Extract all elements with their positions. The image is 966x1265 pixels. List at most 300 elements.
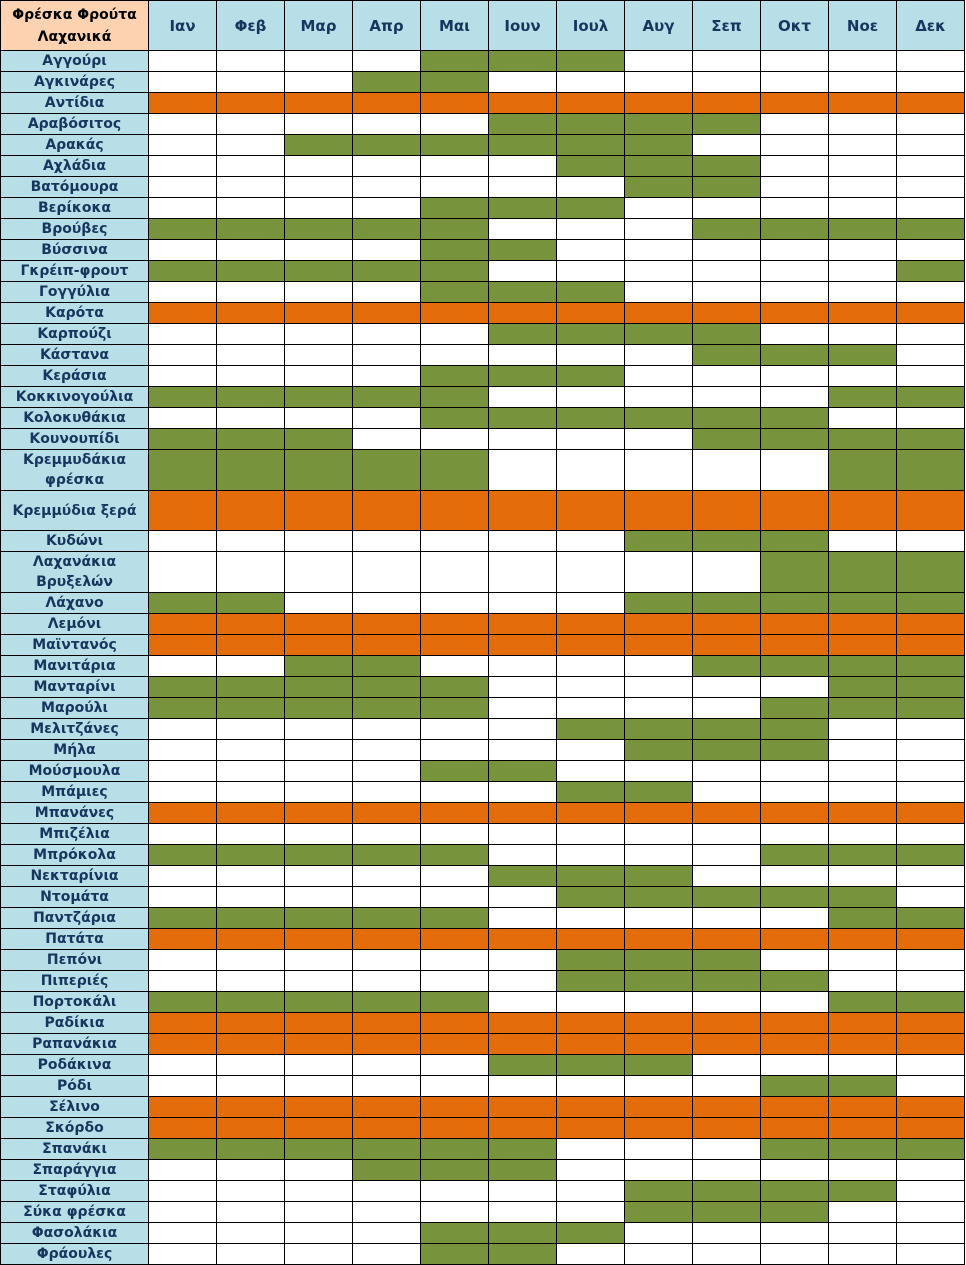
all-year-cell bbox=[353, 1013, 421, 1034]
off-season-cell bbox=[285, 824, 353, 845]
in-season-cell bbox=[829, 387, 897, 408]
off-season-cell bbox=[149, 740, 217, 761]
in-season-cell bbox=[829, 845, 897, 866]
off-season-cell bbox=[693, 992, 761, 1013]
produce-name: Βύσσινα bbox=[1, 240, 149, 261]
produce-name: Βερίκοκα bbox=[1, 198, 149, 219]
off-season-cell bbox=[829, 1160, 897, 1181]
off-season-cell bbox=[761, 450, 829, 491]
in-season-cell bbox=[421, 677, 489, 698]
off-season-cell bbox=[217, 177, 285, 198]
off-season-cell bbox=[761, 156, 829, 177]
produce-name: Αρακάς bbox=[1, 135, 149, 156]
in-season-cell bbox=[897, 908, 965, 929]
all-year-cell bbox=[693, 491, 761, 531]
all-year-cell bbox=[693, 1097, 761, 1118]
off-season-cell bbox=[421, 156, 489, 177]
month-header: Ιουν bbox=[489, 1, 557, 51]
off-season-cell bbox=[829, 824, 897, 845]
in-season-cell bbox=[217, 593, 285, 614]
in-season-cell bbox=[489, 1139, 557, 1160]
off-season-cell bbox=[217, 740, 285, 761]
table-row bbox=[1, 240, 965, 261]
in-season-cell bbox=[557, 198, 625, 219]
off-season-cell bbox=[285, 1160, 353, 1181]
in-season-cell bbox=[625, 866, 693, 887]
all-year-cell bbox=[149, 803, 217, 824]
table-row bbox=[1, 845, 965, 866]
off-season-cell bbox=[557, 531, 625, 552]
in-season-cell bbox=[693, 887, 761, 908]
all-year-cell bbox=[557, 1013, 625, 1034]
off-season-cell bbox=[421, 1055, 489, 1076]
off-season-cell bbox=[489, 719, 557, 740]
in-season-cell bbox=[149, 992, 217, 1013]
all-year-cell bbox=[353, 1034, 421, 1055]
off-season-cell bbox=[421, 114, 489, 135]
in-season-cell bbox=[285, 429, 353, 450]
off-season-cell bbox=[421, 1076, 489, 1097]
table-row bbox=[1, 72, 965, 93]
in-season-cell bbox=[557, 135, 625, 156]
all-year-cell bbox=[353, 1118, 421, 1139]
all-year-cell bbox=[489, 1097, 557, 1118]
produce-name: Σύκα φρέσκα bbox=[1, 1202, 149, 1223]
off-season-cell bbox=[489, 782, 557, 803]
all-year-cell bbox=[217, 1118, 285, 1139]
off-season-cell bbox=[625, 72, 693, 93]
off-season-cell bbox=[625, 51, 693, 72]
produce-name: Μπανάνες bbox=[1, 803, 149, 824]
in-season-cell bbox=[353, 72, 421, 93]
off-season-cell bbox=[285, 72, 353, 93]
off-season-cell bbox=[897, 1160, 965, 1181]
off-season-cell bbox=[625, 761, 693, 782]
in-season-cell bbox=[625, 114, 693, 135]
all-year-cell bbox=[761, 614, 829, 635]
in-season-cell bbox=[421, 908, 489, 929]
produce-name: Αραβόσιτος bbox=[1, 114, 149, 135]
off-season-cell bbox=[217, 719, 285, 740]
in-season-cell bbox=[285, 135, 353, 156]
off-season-cell bbox=[557, 219, 625, 240]
off-season-cell bbox=[149, 761, 217, 782]
off-season-cell bbox=[829, 261, 897, 282]
off-season-cell bbox=[557, 593, 625, 614]
in-season-cell bbox=[829, 552, 897, 593]
all-year-cell bbox=[217, 803, 285, 824]
all-year-cell bbox=[353, 491, 421, 531]
table-row bbox=[1, 1202, 965, 1223]
in-season-cell bbox=[693, 531, 761, 552]
in-season-cell bbox=[489, 135, 557, 156]
off-season-cell bbox=[285, 198, 353, 219]
off-season-cell bbox=[897, 740, 965, 761]
off-season-cell bbox=[149, 51, 217, 72]
in-season-cell bbox=[489, 282, 557, 303]
off-season-cell bbox=[829, 1223, 897, 1244]
off-season-cell bbox=[489, 740, 557, 761]
off-season-cell bbox=[897, 1223, 965, 1244]
all-year-cell bbox=[421, 803, 489, 824]
off-season-cell bbox=[421, 887, 489, 908]
off-season-cell bbox=[829, 1244, 897, 1265]
off-season-cell bbox=[217, 1202, 285, 1223]
in-season-cell bbox=[693, 656, 761, 677]
produce-name: Μούσμουλα bbox=[1, 761, 149, 782]
off-season-cell bbox=[625, 824, 693, 845]
table-row bbox=[1, 929, 965, 950]
in-season-cell bbox=[489, 761, 557, 782]
table-row bbox=[1, 614, 965, 635]
off-season-cell bbox=[489, 72, 557, 93]
in-season-cell bbox=[421, 450, 489, 491]
table-row bbox=[1, 387, 965, 408]
off-season-cell bbox=[557, 177, 625, 198]
all-year-cell bbox=[149, 614, 217, 635]
table-row bbox=[1, 1118, 965, 1139]
all-year-cell bbox=[693, 303, 761, 324]
in-season-cell bbox=[421, 51, 489, 72]
off-season-cell bbox=[149, 1160, 217, 1181]
in-season-cell bbox=[421, 261, 489, 282]
all-year-cell bbox=[761, 1118, 829, 1139]
off-season-cell bbox=[149, 198, 217, 219]
in-season-cell bbox=[897, 677, 965, 698]
off-season-cell bbox=[829, 177, 897, 198]
off-season-cell bbox=[149, 866, 217, 887]
all-year-cell bbox=[149, 1034, 217, 1055]
in-season-cell bbox=[693, 1202, 761, 1223]
off-season-cell bbox=[217, 1076, 285, 1097]
off-season-cell bbox=[829, 240, 897, 261]
table-row bbox=[1, 93, 965, 114]
in-season-cell bbox=[353, 656, 421, 677]
off-season-cell bbox=[149, 240, 217, 261]
in-season-cell bbox=[285, 387, 353, 408]
off-season-cell bbox=[353, 366, 421, 387]
in-season-cell bbox=[761, 887, 829, 908]
in-season-cell bbox=[625, 593, 693, 614]
off-season-cell bbox=[829, 740, 897, 761]
month-header: Αυγ bbox=[625, 1, 693, 51]
off-season-cell bbox=[217, 114, 285, 135]
in-season-cell bbox=[557, 971, 625, 992]
in-season-cell bbox=[285, 219, 353, 240]
off-season-cell bbox=[829, 324, 897, 345]
all-year-cell bbox=[897, 803, 965, 824]
all-year-cell bbox=[897, 303, 965, 324]
off-season-cell bbox=[285, 531, 353, 552]
table-row bbox=[1, 1034, 965, 1055]
off-season-cell bbox=[897, 324, 965, 345]
off-season-cell bbox=[761, 1160, 829, 1181]
off-season-cell bbox=[761, 114, 829, 135]
produce-name: Λαχανάκια Βρυξελών bbox=[1, 552, 149, 593]
off-season-cell bbox=[489, 887, 557, 908]
in-season-cell bbox=[489, 1244, 557, 1265]
off-season-cell bbox=[557, 450, 625, 491]
in-season-cell bbox=[421, 366, 489, 387]
in-season-cell bbox=[217, 261, 285, 282]
in-season-cell bbox=[217, 387, 285, 408]
all-year-cell bbox=[353, 614, 421, 635]
off-season-cell bbox=[489, 845, 557, 866]
off-season-cell bbox=[285, 408, 353, 429]
month-header: Φεβ bbox=[217, 1, 285, 51]
table-row bbox=[1, 971, 965, 992]
off-season-cell bbox=[625, 240, 693, 261]
all-year-cell bbox=[149, 1097, 217, 1118]
in-season-cell bbox=[625, 531, 693, 552]
in-season-cell bbox=[353, 135, 421, 156]
off-season-cell bbox=[217, 866, 285, 887]
produce-name: Μαρούλι bbox=[1, 698, 149, 719]
off-season-cell bbox=[761, 324, 829, 345]
all-year-cell bbox=[625, 929, 693, 950]
all-year-cell bbox=[217, 614, 285, 635]
off-season-cell bbox=[897, 408, 965, 429]
in-season-cell bbox=[421, 240, 489, 261]
produce-name: Κάστανα bbox=[1, 345, 149, 366]
in-season-cell bbox=[557, 114, 625, 135]
off-season-cell bbox=[625, 219, 693, 240]
off-season-cell bbox=[693, 552, 761, 593]
in-season-cell bbox=[149, 908, 217, 929]
all-year-cell bbox=[761, 93, 829, 114]
off-season-cell bbox=[285, 740, 353, 761]
in-season-cell bbox=[897, 429, 965, 450]
off-season-cell bbox=[557, 992, 625, 1013]
off-season-cell bbox=[353, 324, 421, 345]
off-season-cell bbox=[489, 908, 557, 929]
produce-name: Πατάτα bbox=[1, 929, 149, 950]
off-season-cell bbox=[421, 950, 489, 971]
in-season-cell bbox=[897, 1139, 965, 1160]
all-year-cell bbox=[693, 93, 761, 114]
in-season-cell bbox=[625, 135, 693, 156]
produce-name: Πεπόνι bbox=[1, 950, 149, 971]
produce-name: Καρότα bbox=[1, 303, 149, 324]
off-season-cell bbox=[829, 198, 897, 219]
off-season-cell bbox=[693, 908, 761, 929]
off-season-cell bbox=[353, 1055, 421, 1076]
produce-name: Φασολάκια bbox=[1, 1223, 149, 1244]
produce-name: Αγγούρι bbox=[1, 51, 149, 72]
in-season-cell bbox=[897, 992, 965, 1013]
table-row bbox=[1, 698, 965, 719]
produce-name: Αχλάδια bbox=[1, 156, 149, 177]
month-header: Σεπ bbox=[693, 1, 761, 51]
all-year-cell bbox=[625, 635, 693, 656]
off-season-cell bbox=[761, 282, 829, 303]
off-season-cell bbox=[693, 198, 761, 219]
in-season-cell bbox=[761, 531, 829, 552]
off-season-cell bbox=[761, 992, 829, 1013]
off-season-cell bbox=[285, 1076, 353, 1097]
in-season-cell bbox=[149, 1139, 217, 1160]
table-row bbox=[1, 429, 965, 450]
off-season-cell bbox=[761, 866, 829, 887]
in-season-cell bbox=[217, 992, 285, 1013]
in-season-cell bbox=[897, 845, 965, 866]
off-season-cell bbox=[761, 387, 829, 408]
in-season-cell bbox=[149, 677, 217, 698]
off-season-cell bbox=[149, 1202, 217, 1223]
off-season-cell bbox=[217, 1055, 285, 1076]
in-season-cell bbox=[829, 992, 897, 1013]
off-season-cell bbox=[489, 1202, 557, 1223]
all-year-cell bbox=[897, 1013, 965, 1034]
off-season-cell bbox=[217, 240, 285, 261]
off-season-cell bbox=[693, 824, 761, 845]
produce-name: Κοκκινογούλια bbox=[1, 387, 149, 408]
all-year-cell bbox=[557, 803, 625, 824]
off-season-cell bbox=[693, 51, 761, 72]
in-season-cell bbox=[557, 51, 625, 72]
off-season-cell bbox=[149, 971, 217, 992]
off-season-cell bbox=[285, 324, 353, 345]
all-year-cell bbox=[761, 1097, 829, 1118]
all-year-cell bbox=[421, 614, 489, 635]
off-season-cell bbox=[829, 114, 897, 135]
off-season-cell bbox=[353, 887, 421, 908]
all-year-cell bbox=[897, 93, 965, 114]
in-season-cell bbox=[217, 450, 285, 491]
table-row bbox=[1, 1055, 965, 1076]
off-season-cell bbox=[353, 740, 421, 761]
off-season-cell bbox=[897, 531, 965, 552]
off-season-cell bbox=[761, 950, 829, 971]
off-season-cell bbox=[625, 387, 693, 408]
table-row bbox=[1, 782, 965, 803]
off-season-cell bbox=[693, 845, 761, 866]
table-row bbox=[1, 950, 965, 971]
produce-name: Σταφύλια bbox=[1, 1181, 149, 1202]
all-year-cell bbox=[285, 491, 353, 531]
produce-name: Κυδώνι bbox=[1, 531, 149, 552]
off-season-cell bbox=[421, 719, 489, 740]
in-season-cell bbox=[761, 593, 829, 614]
all-year-cell bbox=[285, 1013, 353, 1034]
off-season-cell bbox=[353, 408, 421, 429]
in-season-cell bbox=[761, 552, 829, 593]
off-season-cell bbox=[489, 992, 557, 1013]
off-season-cell bbox=[149, 156, 217, 177]
off-season-cell bbox=[217, 782, 285, 803]
in-season-cell bbox=[693, 1181, 761, 1202]
off-season-cell bbox=[625, 345, 693, 366]
all-year-cell bbox=[421, 93, 489, 114]
all-year-cell bbox=[693, 1013, 761, 1034]
off-season-cell bbox=[421, 656, 489, 677]
in-season-cell bbox=[829, 1076, 897, 1097]
all-year-cell bbox=[693, 614, 761, 635]
produce-name: Μανιτάρια bbox=[1, 656, 149, 677]
table-row bbox=[1, 1076, 965, 1097]
all-year-cell bbox=[625, 1034, 693, 1055]
off-season-cell bbox=[489, 1181, 557, 1202]
table-row bbox=[1, 1223, 965, 1244]
in-season-cell bbox=[489, 1160, 557, 1181]
off-season-cell bbox=[285, 177, 353, 198]
off-season-cell bbox=[285, 114, 353, 135]
in-season-cell bbox=[693, 219, 761, 240]
all-year-cell bbox=[761, 635, 829, 656]
table-row bbox=[1, 1181, 965, 1202]
in-season-cell bbox=[829, 698, 897, 719]
in-season-cell bbox=[285, 908, 353, 929]
in-season-cell bbox=[693, 429, 761, 450]
off-season-cell bbox=[489, 531, 557, 552]
in-season-cell bbox=[421, 282, 489, 303]
in-season-cell bbox=[489, 198, 557, 219]
off-season-cell bbox=[353, 761, 421, 782]
off-season-cell bbox=[353, 345, 421, 366]
off-season-cell bbox=[149, 1181, 217, 1202]
in-season-cell bbox=[421, 761, 489, 782]
off-season-cell bbox=[285, 1202, 353, 1223]
table-row bbox=[1, 324, 965, 345]
off-season-cell bbox=[353, 971, 421, 992]
off-season-cell bbox=[761, 51, 829, 72]
off-season-cell bbox=[217, 198, 285, 219]
in-season-cell bbox=[625, 971, 693, 992]
off-season-cell bbox=[557, 345, 625, 366]
off-season-cell bbox=[897, 824, 965, 845]
off-season-cell bbox=[489, 698, 557, 719]
off-season-cell bbox=[761, 135, 829, 156]
off-season-cell bbox=[285, 782, 353, 803]
off-season-cell bbox=[761, 261, 829, 282]
off-season-cell bbox=[557, 1076, 625, 1097]
in-season-cell bbox=[149, 593, 217, 614]
table-row bbox=[1, 552, 965, 593]
off-season-cell bbox=[421, 531, 489, 552]
off-season-cell bbox=[761, 240, 829, 261]
off-season-cell bbox=[761, 198, 829, 219]
off-season-cell bbox=[829, 782, 897, 803]
all-year-cell bbox=[421, 1097, 489, 1118]
off-season-cell bbox=[149, 552, 217, 593]
off-season-cell bbox=[217, 72, 285, 93]
off-season-cell bbox=[557, 240, 625, 261]
in-season-cell bbox=[625, 887, 693, 908]
off-season-cell bbox=[693, 72, 761, 93]
in-season-cell bbox=[353, 677, 421, 698]
all-year-cell bbox=[829, 1097, 897, 1118]
off-season-cell bbox=[557, 429, 625, 450]
off-season-cell bbox=[625, 198, 693, 219]
off-season-cell bbox=[489, 593, 557, 614]
in-season-cell bbox=[217, 845, 285, 866]
table-row bbox=[1, 450, 965, 491]
all-year-cell bbox=[761, 803, 829, 824]
off-season-cell bbox=[761, 761, 829, 782]
in-season-cell bbox=[625, 1202, 693, 1223]
table-row bbox=[1, 992, 965, 1013]
in-season-cell bbox=[149, 845, 217, 866]
in-season-cell bbox=[557, 950, 625, 971]
table-row bbox=[1, 345, 965, 366]
in-season-cell bbox=[217, 908, 285, 929]
in-season-cell bbox=[217, 1139, 285, 1160]
all-year-cell bbox=[897, 929, 965, 950]
off-season-cell bbox=[421, 782, 489, 803]
in-season-cell bbox=[625, 1181, 693, 1202]
off-season-cell bbox=[489, 824, 557, 845]
in-season-cell bbox=[149, 387, 217, 408]
